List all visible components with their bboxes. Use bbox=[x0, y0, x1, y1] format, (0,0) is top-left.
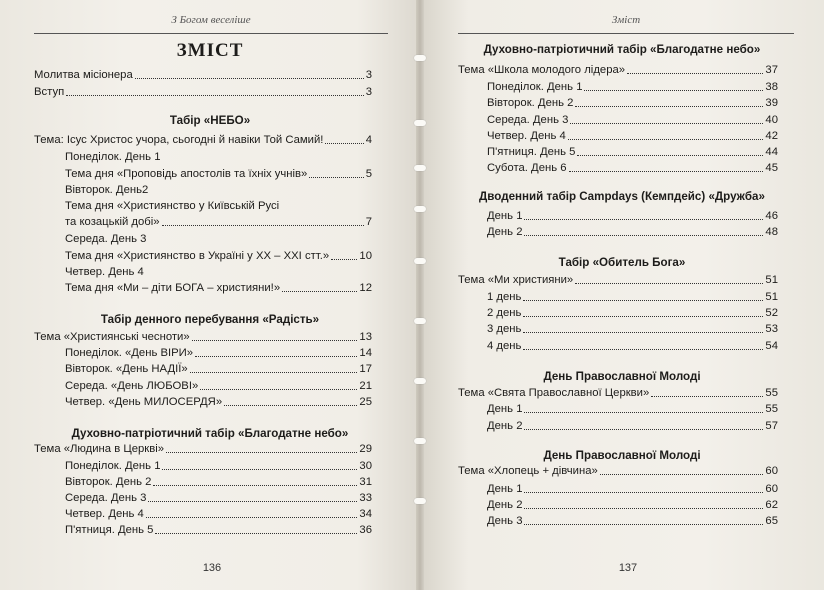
toc-entry-page: 60 bbox=[765, 465, 778, 477]
leader-dots bbox=[524, 508, 763, 509]
toc-entry-page: 5 bbox=[365, 168, 372, 180]
leader-dots bbox=[155, 533, 357, 534]
toc-entry-title: День 2 bbox=[487, 420, 523, 432]
toc-entry[interactable] bbox=[458, 386, 778, 400]
leader-dots bbox=[162, 469, 357, 470]
toc-entry-page: 7 bbox=[365, 216, 372, 228]
leader-dots bbox=[325, 143, 363, 144]
toc-entry-page: 17 bbox=[359, 363, 372, 375]
toc-entry-title: Понеділок. «День ВІРИ» bbox=[65, 347, 194, 359]
toc-entry-page: 37 bbox=[765, 64, 778, 76]
toc-entry[interactable] bbox=[34, 133, 372, 147]
toc-entry-page: 46 bbox=[765, 210, 778, 222]
toc-entry[interactable] bbox=[65, 507, 372, 521]
toc-entry-title: Субота. День 6 bbox=[487, 162, 567, 174]
toc-entry[interactable] bbox=[487, 225, 778, 239]
toc-entry-title: Тема «Школа молодого лідера» bbox=[458, 64, 626, 76]
toc-entry[interactable] bbox=[487, 96, 778, 110]
toc-entry[interactable] bbox=[65, 491, 372, 505]
toc-entry-page: 55 bbox=[765, 403, 778, 415]
toc-entry-title: Четвер. День 4 bbox=[65, 508, 144, 520]
right-running-head: Зміст bbox=[611, 14, 641, 26]
toc-entry-title: Понеділок. День 1 bbox=[65, 460, 161, 472]
toc-entry-title: Тема дня «Проповідь апостолів та їхніх учнів» bbox=[65, 168, 308, 180]
toc-entry[interactable] bbox=[487, 498, 778, 512]
toc-entry-title: Тема «Хлопець + дівчина» bbox=[458, 465, 598, 477]
leader-dots bbox=[600, 474, 764, 475]
right-page bbox=[420, 0, 824, 590]
toc-entry-page: 21 bbox=[359, 380, 372, 392]
toc-entry-title: 2 день bbox=[487, 307, 522, 319]
toc-entry[interactable] bbox=[487, 306, 778, 320]
leader-dots bbox=[135, 78, 364, 79]
binding-stitch bbox=[414, 206, 426, 212]
leader-dots bbox=[162, 225, 364, 226]
binding-stitch bbox=[414, 165, 426, 171]
leader-dots bbox=[195, 356, 357, 357]
leader-dots bbox=[569, 171, 764, 172]
toc-entry[interactable] bbox=[65, 167, 372, 181]
leader-dots bbox=[584, 90, 763, 91]
section-heading: День Православної Молоді bbox=[543, 370, 701, 383]
toc-entry-title: Вівторок. День 2 bbox=[487, 97, 574, 109]
toc-entry-page: 3 bbox=[365, 86, 372, 98]
leader-dots bbox=[166, 452, 357, 453]
toc-entry-page: 57 bbox=[765, 420, 778, 432]
toc-entry-title: Середа. «День ЛЮБОВІ» bbox=[65, 380, 199, 392]
toc-entry[interactable] bbox=[458, 273, 778, 287]
leader-dots bbox=[524, 412, 763, 413]
binding-stitch bbox=[414, 378, 426, 384]
leader-dots bbox=[146, 517, 358, 518]
section-heading: Духовно-патріотичний табір «Благодатне небо» bbox=[483, 43, 761, 56]
toc-entry-title: Тема дня «Ми – діти БОГА – християни!» bbox=[65, 282, 281, 294]
toc-entry[interactable] bbox=[65, 346, 372, 360]
toc-entry-title: Середа. День 3 bbox=[487, 114, 569, 126]
toc-entry-title: П'ятниця. День 5 bbox=[487, 146, 576, 158]
leader-dots bbox=[192, 340, 358, 341]
toc-entry-title: 1 день bbox=[487, 291, 522, 303]
toc-entry[interactable] bbox=[65, 215, 372, 229]
toc-entry-page: 55 bbox=[765, 387, 778, 399]
binding-stitch bbox=[414, 55, 426, 61]
toc-entry-page: 39 bbox=[765, 97, 778, 109]
toc-entry-title: День 2 bbox=[487, 499, 523, 511]
leader-dots bbox=[282, 291, 357, 292]
leader-dots bbox=[309, 177, 363, 178]
toc-entry[interactable] bbox=[65, 379, 372, 393]
toc-entry-page: 38 bbox=[765, 81, 778, 93]
toc-subentry: Вівторок. День2 bbox=[65, 184, 149, 196]
toc-entry-title: День 3 bbox=[487, 515, 523, 527]
leader-dots bbox=[523, 300, 763, 301]
section-heading: Табір «НЕБО» bbox=[169, 114, 251, 127]
toc-entry-title: Вступ bbox=[34, 86, 65, 98]
toc-entry-title: Тема «Християнські чесноти» bbox=[34, 331, 190, 343]
toc-entry-title: Вівторок. «День НАДІЇ» bbox=[65, 363, 188, 375]
leader-dots bbox=[524, 429, 763, 430]
toc-entry-page: 4 bbox=[365, 134, 372, 146]
leader-dots bbox=[524, 524, 763, 525]
toc-entry[interactable] bbox=[487, 209, 778, 223]
toc-entry[interactable] bbox=[487, 145, 778, 159]
leader-dots bbox=[190, 372, 358, 373]
leader-dots bbox=[577, 155, 763, 156]
toc-entry-page: 52 bbox=[765, 307, 778, 319]
binding-stitch bbox=[414, 498, 426, 504]
leader-dots bbox=[575, 283, 763, 284]
toc-entry[interactable] bbox=[487, 514, 778, 528]
binding-stitch bbox=[414, 438, 426, 444]
binding-stitch bbox=[414, 318, 426, 324]
toc-entry[interactable] bbox=[65, 249, 372, 263]
toc-entry-page: 44 bbox=[765, 146, 778, 158]
toc-entry-title: Четвер. День 4 bbox=[487, 130, 566, 142]
toc-entry-page: 13 bbox=[359, 331, 372, 343]
left-running-head: З Богом веселіше bbox=[171, 14, 251, 26]
leader-dots bbox=[331, 259, 357, 260]
toc-entry[interactable] bbox=[458, 63, 778, 77]
right-header-rule bbox=[458, 33, 794, 34]
leader-dots bbox=[575, 106, 763, 107]
toc-entry-title: Понеділок. День 1 bbox=[487, 81, 583, 93]
section-heading: Духовно-патріотичний табір «Благодатне небо» bbox=[71, 427, 349, 440]
leader-dots bbox=[148, 501, 357, 502]
toc-entry-page: 45 bbox=[765, 162, 778, 174]
toc-subentry: Середа. День 3 bbox=[65, 233, 147, 245]
toc-subentry: Тема дня «Християнство у Київській Русі bbox=[65, 200, 280, 212]
leader-dots bbox=[523, 332, 763, 333]
leader-dots bbox=[524, 219, 763, 220]
toc-entry-page: 54 bbox=[765, 340, 778, 352]
toc-entry[interactable] bbox=[487, 290, 778, 304]
toc-entry-prayer[interactable] bbox=[34, 68, 372, 82]
toc-entry-title: Тема дня «Християнство в Україні у ХХ – ХХІ стт.» bbox=[65, 250, 330, 262]
toc-entry-title: День 1 bbox=[487, 483, 523, 495]
toc-entry-page: 14 bbox=[359, 347, 372, 359]
leader-dots bbox=[224, 405, 357, 406]
toc-entry-title: День 2 bbox=[487, 226, 523, 238]
toc-entry-title: 3 день bbox=[487, 323, 522, 335]
toc-entry-page: 36 bbox=[359, 524, 372, 536]
leader-dots bbox=[200, 389, 357, 390]
left-header-rule bbox=[34, 33, 388, 34]
toc-entry[interactable] bbox=[487, 161, 778, 175]
leader-dots bbox=[153, 485, 357, 486]
toc-entry-title: Молитва місіонера bbox=[34, 69, 133, 81]
section-heading: Дводенний табір Campdays (Кемпдейс) «Дружба» bbox=[479, 190, 765, 203]
toc-entry[interactable] bbox=[487, 129, 778, 143]
toc-entry[interactable] bbox=[65, 362, 372, 376]
toc-entry-title: 4 день bbox=[487, 340, 522, 352]
toc-entry-title: Четвер. «День МИЛОСЕРДЯ» bbox=[65, 396, 223, 408]
toc-entry[interactable] bbox=[65, 459, 372, 473]
leader-dots bbox=[523, 316, 763, 317]
toc-entry-page: 30 bbox=[359, 460, 372, 472]
toc-entry[interactable] bbox=[487, 419, 778, 433]
toc-entry[interactable] bbox=[487, 113, 778, 127]
toc-entry-page: 53 bbox=[765, 323, 778, 335]
leader-dots bbox=[523, 349, 763, 350]
toc-entry-title: Тема: Ісус Христос учора, сьогодні й навіки Той Самий! bbox=[34, 134, 324, 146]
toc-subentry: Понеділок. День 1 bbox=[65, 151, 161, 163]
leader-dots bbox=[66, 95, 363, 96]
toc-entry[interactable] bbox=[34, 330, 372, 344]
toc-entry-page: 29 bbox=[359, 443, 372, 455]
section-heading: День Православної Молоді bbox=[543, 449, 701, 462]
toc-entry-page: 12 bbox=[359, 282, 372, 294]
leader-dots bbox=[568, 139, 764, 140]
toc-entry-title: День 1 bbox=[487, 403, 523, 415]
toc-entry-page: 34 bbox=[359, 508, 372, 520]
toc-entry[interactable] bbox=[487, 322, 778, 336]
toc-entry[interactable] bbox=[487, 482, 778, 496]
toc-entry-page: 10 bbox=[359, 250, 372, 262]
toc-entry-page: 33 bbox=[359, 492, 372, 504]
toc-entry[interactable] bbox=[458, 464, 778, 478]
toc-entry-page: 65 bbox=[765, 515, 778, 527]
toc-entry[interactable] bbox=[65, 475, 372, 489]
toc-entry-page: 48 bbox=[765, 226, 778, 238]
page-number: 136 bbox=[202, 562, 222, 574]
toc-entry-title: та козацькій добі» bbox=[65, 216, 160, 228]
toc-entry[interactable] bbox=[65, 281, 372, 295]
toc-entry-page: 25 bbox=[359, 396, 372, 408]
page-number: 137 bbox=[618, 562, 638, 574]
toc-entry-intro[interactable] bbox=[34, 85, 372, 99]
toc-entry-page: 40 bbox=[765, 114, 778, 126]
leader-dots bbox=[627, 73, 763, 74]
toc-entry-title: День 1 bbox=[487, 210, 523, 222]
toc-entry[interactable] bbox=[65, 395, 372, 409]
toc-entry-title: Тема «Ми християни» bbox=[458, 274, 574, 286]
toc-entry-page: 31 bbox=[359, 476, 372, 488]
leader-dots bbox=[570, 123, 763, 124]
toc-entry[interactable] bbox=[487, 402, 778, 416]
section-heading: Табір денного перебування «Радість» bbox=[100, 313, 320, 326]
toc-entry-title: Вівторок. День 2 bbox=[65, 476, 152, 488]
leader-dots bbox=[524, 492, 763, 493]
toc-entry[interactable] bbox=[34, 442, 372, 456]
binding-stitch bbox=[414, 120, 426, 126]
leader-dots bbox=[524, 235, 763, 236]
toc-entry-title: Тема «Свята Православної Церкви» bbox=[458, 387, 650, 399]
toc-entry-page: 51 bbox=[765, 291, 778, 303]
toc-entry-title: Середа. День 3 bbox=[65, 492, 147, 504]
toc-entry-page: 51 bbox=[765, 274, 778, 286]
toc-entry-page: 42 bbox=[765, 130, 778, 142]
toc-entry-page: 62 bbox=[765, 499, 778, 511]
toc-entry-title: Тема «Людина в Церкві» bbox=[34, 443, 165, 455]
toc-subentry: Четвер. День 4 bbox=[65, 266, 144, 278]
toc-entry[interactable] bbox=[65, 523, 372, 537]
section-heading: Табір «Обитель Бога» bbox=[558, 256, 686, 269]
page-title: ЗМІСТ bbox=[176, 40, 244, 61]
toc-entry-title: П'ятниця. День 5 bbox=[65, 524, 154, 536]
binding-stitch bbox=[414, 258, 426, 264]
toc-entry-page: 3 bbox=[365, 69, 372, 81]
toc-entry[interactable] bbox=[487, 339, 778, 353]
toc-entry-page: 60 bbox=[765, 483, 778, 495]
leader-dots bbox=[651, 396, 763, 397]
toc-entry[interactable] bbox=[487, 80, 778, 94]
